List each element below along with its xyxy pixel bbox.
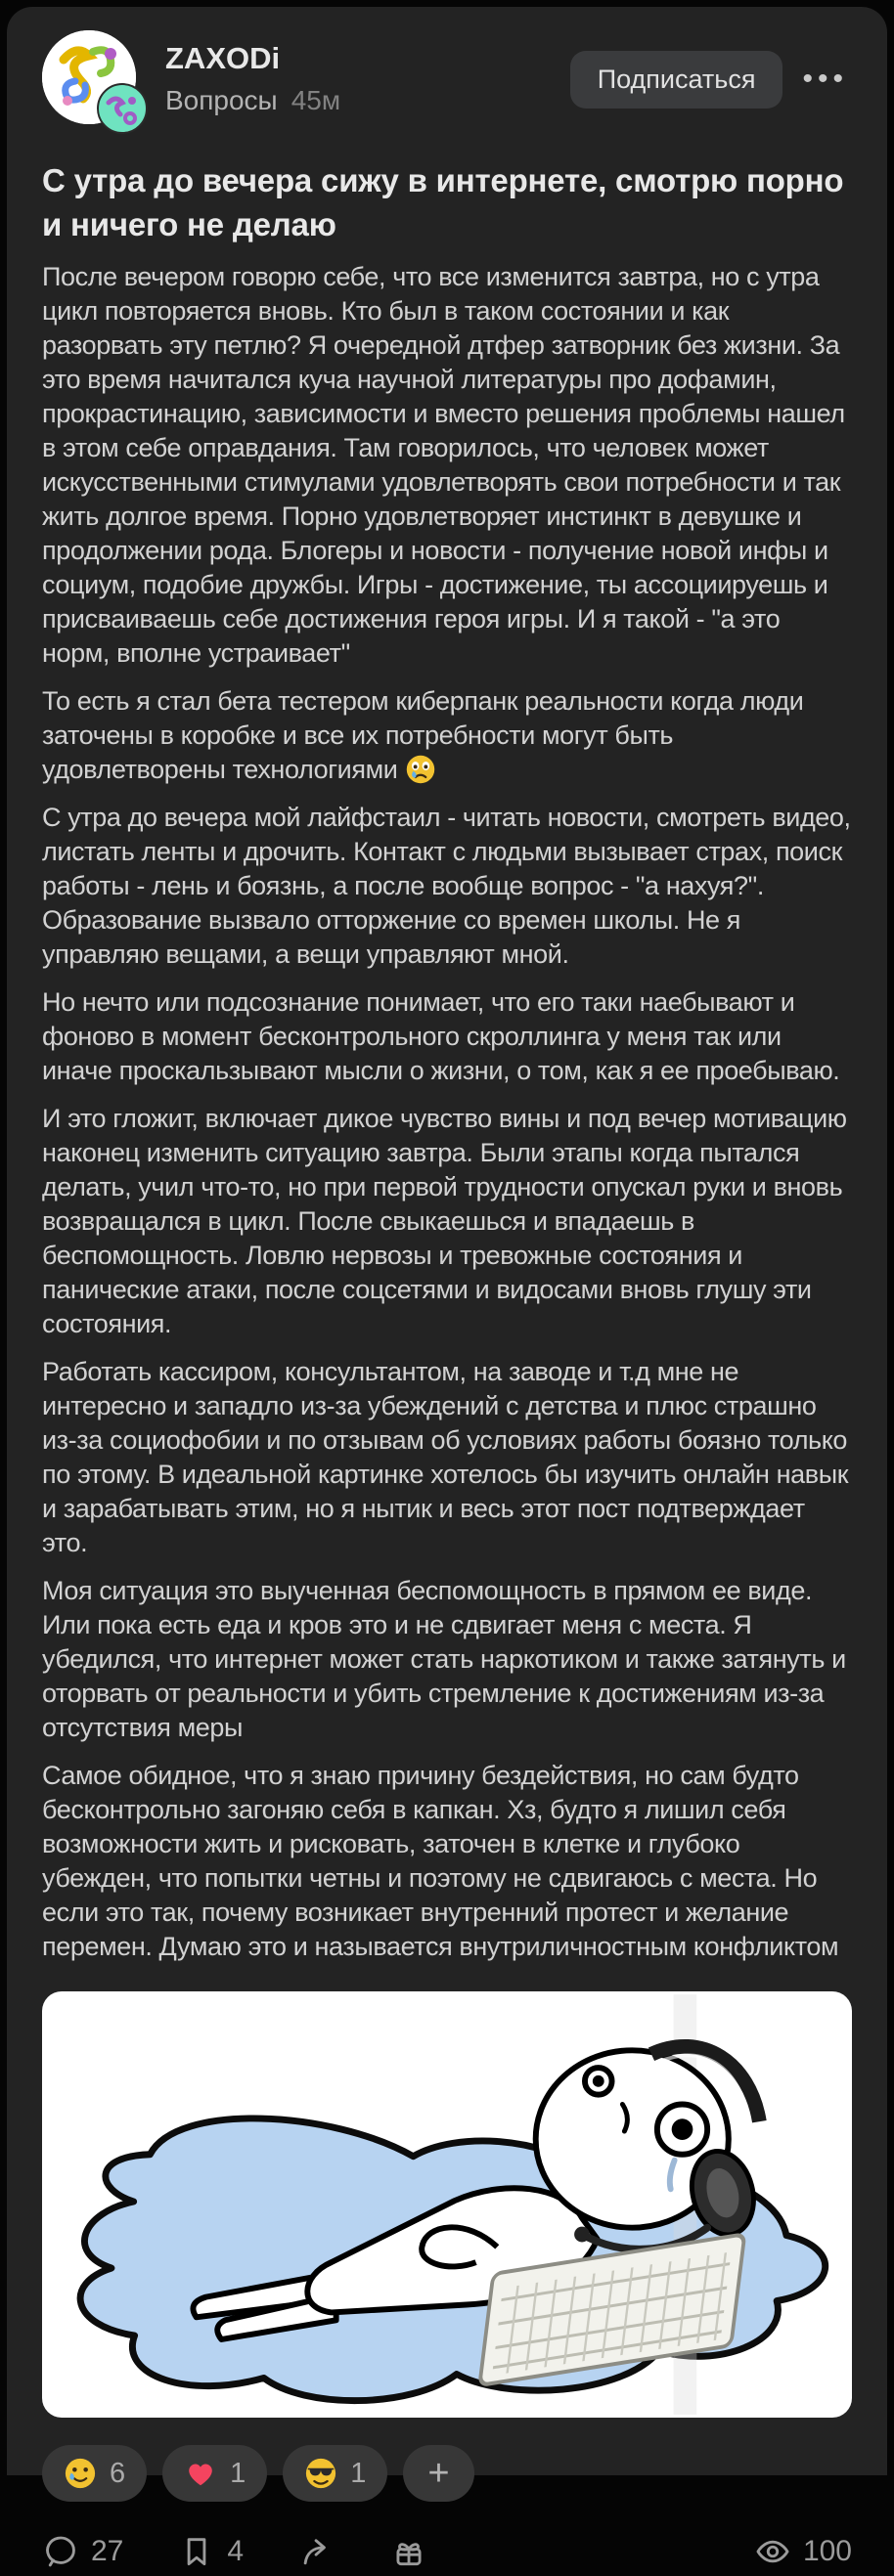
reaction-heart[interactable] [162,2445,267,2502]
post-paragraph: И это гложит, включает дикое чувство вины и под вечер мотивацию наконец изменить ситуацию завтра. Были этапы когда пытался делать, учил что-то, но при первой трудности опускал руки и вновь возвращался в цикл. После свыкаешься и впадаешь в беспомощность. Ловлю нервозы и тревожные состояния и панические атаки, после соцсетями и видосами вновь глушу эти состояния. [42,1104,847,1339]
share-button[interactable] [298,2527,335,2576]
post-time: 45м [291,85,341,116]
post-paragraph: Но нечто или подсознание понимает, что его таки наебывают и фоново в момент бесконтрольного скроллинга у меня так или иначе проскальзывают мысли о жизни, о том, как я ее проебываю. [42,987,840,1086]
crying-face-emoji [405,755,436,784]
post-paragraph: То есть я стал бета тестером киберпанк реальности когда люди заточены в коробке и все их потребности могут быть удовлетворены технологиями [42,686,804,785]
views-counter [754,2527,852,2576]
reactions-row [42,2445,852,2502]
save-button[interactable] [178,2527,244,2576]
more-options-button[interactable]: ••• [798,53,852,106]
post-header [42,30,852,128]
reaction-count: 1 [350,2457,367,2489]
post-title[interactable]: С утра до вечера сижу в интернете, смотрю порно и ничего не делаю [42,162,844,242]
post-body [42,260,852,1964]
eye-icon [754,2533,791,2570]
smiling-face-with-tear-icon [64,2457,97,2490]
post-paragraph: С утра до вечера мой лайфстаил - читать новости, смотреть видео, листать ленты и дрочить. Контакт с людьми вызывает страх, поиск работы - лень и боязнь, а после вообще вопрос - "а нахуя?". Образование вызвало отторжение со времен школы. Не я управляю вещами, а вещи управляют мной. [42,803,851,970]
comment-icon [42,2533,79,2570]
meme-drawing [42,1991,852,2418]
community-badge-icon [97,83,148,134]
subscribe-button[interactable]: Подписаться [570,51,783,109]
gift-button[interactable] [390,2527,427,2576]
saves-count: 4 [227,2535,245,2568]
comments-count: 27 [91,2535,124,2568]
author-username[interactable]: ZAXODi [165,40,281,75]
post-card [7,7,887,2568]
post-paragraph: Моя ситуация это выученная беспомощность в прямом ее виде. Или пока есть еда и кров это и не сдвигает меня с места. Я убедился, что интернет может стать наркотиком и также затянуть и оторвать от реальности и убить стремление к достижениям из-за отсутствия меры [42,1576,846,1743]
post-footer [42,2527,852,2576]
post-image[interactable] [42,1991,852,2418]
post-subline [165,85,570,116]
views-count: 100 [802,2535,852,2568]
bookmark-icon [178,2533,215,2570]
add-reaction-button[interactable]: + [403,2445,473,2502]
reaction-smiling-face-with-tear[interactable] [42,2445,147,2502]
post-paragraph: Самое обидное, что я знаю причину бездействия, но сам будто бесконтрольно загоняю себя в капкан. Хз, будто я лишил себя возможности жить и рисковать, заточен в клетке и глубоко убежден, что попытки четны и поэтому не сдвигаюсь с места. Но если это так, почему возникает внутренний протест и желание перемен. Думаю это и называется внутриличностным конфликтом [42,1761,839,1962]
comments-button[interactable] [42,2527,123,2576]
post-paragraph: Работать кассиром, консультантом, на заводе и т.д мне не интересно и западло из-за убеждений с детства и плюс страшно из-за социофобии и по отзывам об условиях работы боязно только по этому. В идеальной картинке хотелось бы изучить онлайн навык и зарабатывать этим, но я нытик и весь этот пост подтверждает это. [42,1357,849,1558]
heart-icon [184,2457,217,2490]
share-arrow-icon [298,2533,335,2570]
gift-icon [390,2533,427,2570]
community-name[interactable]: Вопросы [165,85,278,116]
reaction-count: 1 [230,2457,246,2489]
author-avatar[interactable] [42,30,140,128]
reaction-sunglasses-face[interactable] [283,2445,387,2502]
reaction-count: 6 [110,2457,126,2489]
sunglasses-face-icon [304,2457,337,2490]
author-info[interactable] [165,42,570,116]
post-paragraph: После вечером говорю себе, что все изменится завтра, но с утра цикл повторяется вновь. Кто был в таком состоянии и как разорвать эту петлю? Я очередной дтфер затворник без жизни. За это время начитался куча научной литературы про дофамин, прокрастинацию, зависимости и вместо решения проблемы нашел в этом себе оправдания. Там говорилось, что человек может искусственными стимулами удовлетворять свои потребности и так жить долгое время. Порно удовлетворяет инстинкт в девушке и продолжении рода. Блогеры и новости - получение новой инфы и социум, подобие дружбы. Игры - достижение, ты ассоциируешь и присваиваешь себе достижения героя игры. И я такой - "а это норм, вполне устраивает" [42,262,845,669]
